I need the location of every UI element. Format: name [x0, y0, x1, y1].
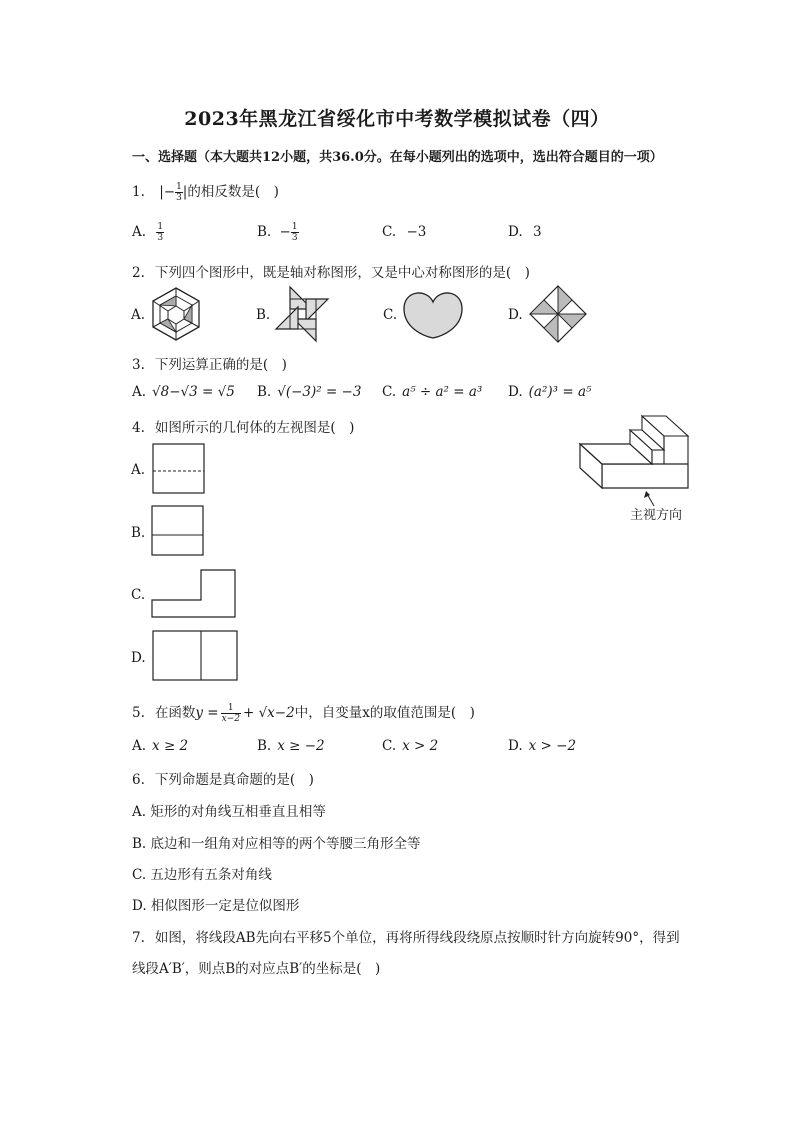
question-2: 2. 下列四个图形中，既是轴对称图形，又是中心对称图形的是( ): [132, 265, 530, 281]
fraction: $\frac{1}{3}$: [176, 182, 182, 203]
question-number: 1.: [132, 184, 145, 200]
heart-figure: [401, 290, 465, 340]
question-5: 5. 在函数y = $\frac{1}{x-2}$ + √x−2中，自变量x的取值范围是( ): [132, 703, 475, 724]
question-4: 4. 如图所示的几何体的左视图是( ): [132, 420, 355, 436]
view-direction-label: 主视方向: [630, 508, 683, 523]
question-6: 6. 下列命题是真命题的是( ): [132, 772, 314, 788]
question-text: 的相反数是( ): [187, 184, 279, 200]
l-shape-figure: [150, 568, 238, 620]
rect-vertical-line-figure: [152, 630, 240, 682]
q3-option-c[interactable]: C. a⁵ ÷ a² = a³: [382, 384, 483, 400]
q4-option-b[interactable]: B.: [131, 525, 146, 541]
q2-option-c[interactable]: C.: [383, 307, 398, 323]
q4-option-a[interactable]: A.: [131, 462, 146, 478]
hexagon-pinwheel-figure: [150, 286, 202, 342]
q1-option-b[interactable]: B. − $\frac{1}{3}$: [257, 222, 298, 243]
question-7-line-2: 线段A′B′，则点B的对应点B′的坐标是( ): [132, 961, 381, 977]
q4-option-c[interactable]: C.: [131, 587, 146, 603]
diamond-pinwheel-figure: [529, 285, 587, 343]
q3-option-b[interactable]: B. √(−3)² = −3: [257, 384, 362, 400]
square-triangles-figure: [272, 285, 332, 343]
q6-option-d[interactable]: D. 相似图形一定是位似图形: [132, 898, 300, 914]
q3-option-a[interactable]: A. √8−√3 = √5: [132, 384, 235, 400]
page-title: 2023年黑龙江省绥化市中考数学模拟试卷（四）: [184, 108, 610, 130]
q2-option-d[interactable]: D.: [508, 307, 523, 323]
question-1: [132, 180, 279, 203]
q2-option-b[interactable]: B.: [256, 307, 271, 323]
rect-solid-line-figure: [151, 505, 205, 557]
q4-option-d[interactable]: D.: [131, 650, 146, 666]
q6-option-c[interactable]: C. 五边形有五条对角线: [132, 867, 272, 883]
q3-option-d[interactable]: D. (a²)³ = a⁵: [508, 384, 592, 400]
section-heading: 一、选择题（本大题共12小题，共36.0分。在每小题列出的选项中，选出符合题目的一项）: [132, 150, 663, 165]
question-3: 3. 下列运算正确的是( ): [132, 357, 287, 373]
q5-option-c[interactable]: C. x > 2: [382, 738, 439, 754]
q5-option-a[interactable]: A. x ≥ 2: [132, 738, 189, 754]
q1-option-a[interactable]: A. $\frac{1}{3}$: [132, 222, 164, 243]
q2-option-a[interactable]: A.: [131, 307, 146, 323]
stepped-solid-figure: [578, 414, 690, 496]
q5-option-d[interactable]: D. x > −2: [508, 738, 577, 754]
rect-dashed-line-figure: [152, 443, 206, 495]
q6-option-a[interactable]: A. 矩形的对角线互相垂直且相等: [132, 804, 326, 820]
q5-option-b[interactable]: B. x ≥ −2: [257, 738, 325, 754]
question-7: 7. 如图，将线段AB先向右平移5个单位，再将所得线段绕原点按顺时针方向旋转90°，得到: [132, 930, 680, 946]
abs-close: |: [182, 184, 188, 200]
q1-option-c[interactable]: C. −3: [382, 224, 427, 240]
abs-open: |−: [159, 184, 176, 200]
q6-option-b[interactable]: B. 底边和一组角对应相等的两个等腰三角形全等: [132, 836, 421, 852]
q1-option-d[interactable]: D. 3: [508, 224, 542, 240]
